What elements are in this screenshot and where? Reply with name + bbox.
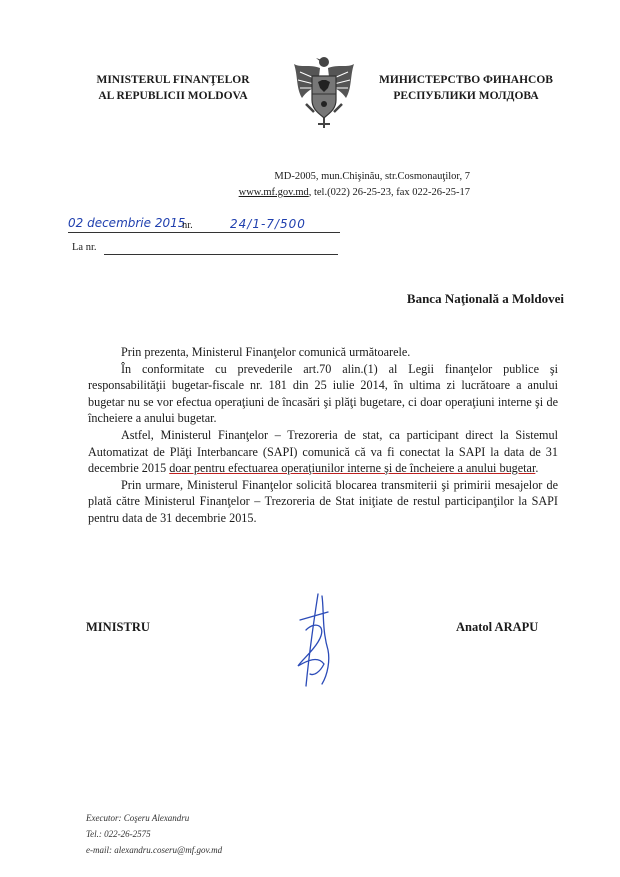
recipient: Banca Naţională a Moldovei — [406, 291, 564, 306]
number-line — [200, 232, 340, 233]
paragraph-intro: Prin prezenta, Ministerul Finanţelor comunică următoarele. — [121, 345, 411, 359]
paragraph-legal-basis: În conformitate cu prevederile art.70 alin.(1) al Legii finanţelor publice şi responsabilităţii bugetar-fiscale nr. 181 din 25 iulie 2014, în ultima zi lucrătoare a anului bugetar nu se vor efectua operaţiuni de încasări şi plăţi bugetare, ci doar operaţiuni interne şi de încheiere a anului bugetar. — [88, 361, 558, 426]
contact-line — [239, 185, 470, 200]
address-line: MD-2005, mun.Chişinău, str.Cosmonauţilor, 7 — [274, 171, 470, 182]
ministry-name-ru — [366, 72, 566, 104]
executor-block — [86, 810, 222, 858]
handwritten-signature — [288, 590, 338, 690]
sapi-notice-text: Astfel, Ministerul Finanţelor – Trezoreria de stat, ca participant direct la Sistemul Automatizat de Plăţi Interbancare (SAPI) comunică că va fi conectat la SAPI la data de 31 decembrie 2015 — [88, 427, 558, 476]
executor-email: e-mail: alexandru.coseru@mf.gov.md — [86, 845, 223, 855]
ministry-name-ro — [88, 72, 258, 104]
nr-label: nr. — [182, 220, 193, 231]
ministry-name-ro-line1: MINISTERUL FINANŢELOR — [96, 74, 250, 86]
date-line — [68, 232, 200, 233]
la-nr-line — [104, 254, 338, 255]
moldova-coat-of-arms-icon — [292, 54, 356, 132]
ministry-name-ru-line2: РЕСПУБЛИКИ МОЛДОВА — [393, 90, 539, 102]
paragraph-request: Prin urmare, Ministerul Finanţelor solicită blocarea transmiterii şi primirii mesajelor de plată către Ministerul Finanţelor – Trezoreria de Stat iniţiate de restul participanţilor la SAPI pentru data de 31 decembrie 2015. — [88, 477, 558, 525]
la-nr-label: La nr. — [72, 242, 97, 253]
contact-phones: , tel.(022) 26-25-23, fax 022-26-25-17 — [308, 187, 470, 198]
website-link[interactable]: www.mf.gov.md — [238, 187, 309, 198]
sapi-notice-end: . — [535, 461, 539, 476]
sapi-notice-underlined: doar pentru efectuarea operaţiunilor interne şi de încheiere a anului bugetar — [169, 461, 536, 476]
date-handwritten: 02 decembrie 2015 — [68, 216, 186, 230]
paragraph-sapi-notice — [88, 427, 558, 477]
number-handwritten: 24/1-7/500 — [230, 217, 306, 231]
signatory-name: Anatol ARAPU — [456, 620, 539, 634]
ministry-name-ru-line1: МИНИСТЕРСТВО ФИНАНСОВ — [379, 74, 553, 86]
signatory-title: MINISTRU — [86, 620, 150, 634]
ministry-name-ro-line2: AL REPUBLICII MOLDOVA — [98, 90, 248, 102]
executor-name: Executor: Coşeru Alexandru — [86, 813, 190, 823]
letter-body — [88, 344, 558, 527]
executor-phone: Tel.: 022-26-2575 — [86, 829, 151, 839]
